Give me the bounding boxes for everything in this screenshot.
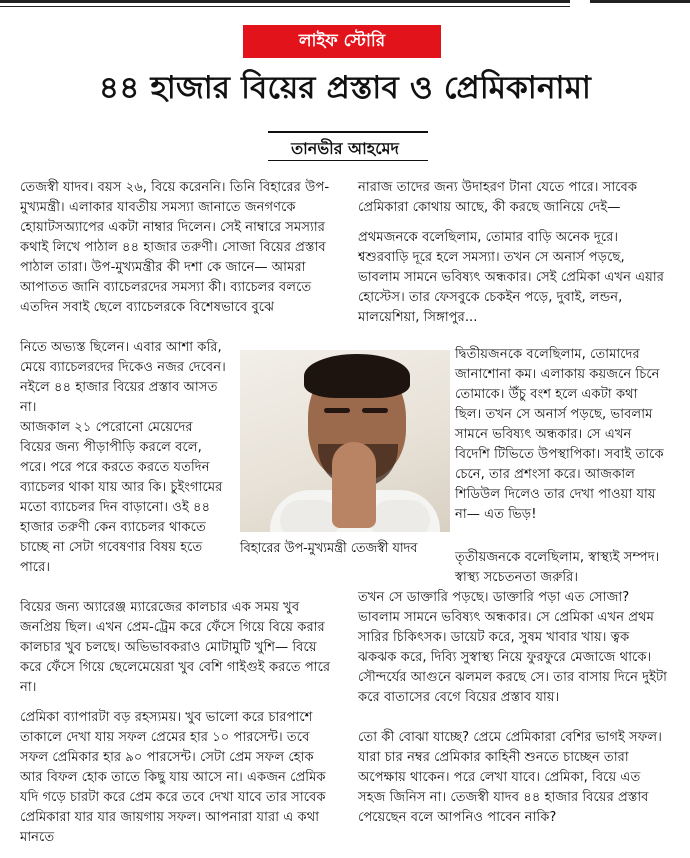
paragraph-third-start: তৃতীয়জনকে বলেছিলাম, স্বাস্থ্যই সম্পদ। স্বাস্থ্য সচেতনতা জরুরি।: [455, 550, 660, 585]
photo-arm-left: [280, 500, 340, 532]
photo-caption: বিহারের উপ-মুখ্যমন্ত্রী তেজস্বী যাদব: [240, 541, 418, 556]
portrait-photo: [240, 350, 450, 532]
left-column-bottom: [20, 598, 340, 858]
byline: তানভীর আহমেদ: [291, 139, 399, 158]
right-column-third: [358, 588, 670, 718]
photo-brow-right: [362, 408, 388, 413]
top-rule-right: [590, 0, 690, 3]
paragraph-examples: নারাজ তাদের জন্য উদাহরণ টানা যেতে পারে। সাবেক প্রেমিকারা কোথায় আছে, কী করছে জানিয়ে দেই—: [358, 180, 638, 215]
paragraph-intro-cont: নিতে অভ্যস্ত ছিলেন। এবার আশা করি, মেয়ে ব্যাচেলরদের দিকেও নজর দেবেন। নইলে ৪৪ হাজার বিয়ের প্রস্তাব আসত না।: [20, 340, 226, 415]
left-column-wrap: [20, 338, 230, 428]
paragraph-conclusion: তো কী বোঝা যাচ্ছে? প্রেমে প্রেমিকারা বেশির ভাগই সফল। যারা চার নম্বর প্রেমিকার কাহিনী শুনতে চাচ্ছেন তারা অপেক্ষায় থাকেন। পরে লেখা যাবে। প্রেমিকা, বিয়ে এত সহজ জিনিস না। তেজস্বী যাদব ৪৪ হাজার বিয়ের প্রস্তাব পেয়েছেন বলে আপনিও পাবেন নাকি?: [358, 730, 662, 825]
photo-hands: [332, 442, 376, 528]
paragraph-mystery: প্রেমিকা ব্যাপারটা বড় রহস্যময়। খুব ভালো করে চারপাশে তাকালে দেখা যায় সফল প্রেমের হার ১০ পারসেন্ট। তবে সফল প্রেমিকার হার ৯০ পারসেন্ট। সেটা প্রেম সফল হোক আর বিফল হোক তাতে কিছু যায় আসে না। একজন প্রেমিক যদি গড়ে চারটা করে প্রেম করে তবে দেখা যাবে তার সাবেক প্রেমিকারা যার যার জায়গায় সফল। আপনারা যারা এ কথা মানতে: [20, 710, 326, 845]
top-rule-thin: [0, 6, 570, 7]
paragraph-arranged-marriage: বিয়ের জন্য অ্যারেঞ্জ ম্যারেজের কালচার এক সময় খুব জনপ্রিয় ছিল। এখন প্রেম-ট্রেম করে ফেঁসে গিয়ে বিয়ে করার কালচার খুব চলছে। অভিভাবকরাও মোটামুটি খুশি— বিয়ে করে ফেঁসে গিয়ে ছেলেমেয়েরা খুব বেশি গাইগুই করতে পারে না।: [20, 600, 331, 695]
right-column-conclusion: [358, 728, 670, 838]
left-column-middle: [20, 418, 228, 588]
headline: ৪৪ হাজার বিয়ের প্রস্তাব ও প্রেমিকানামা: [98, 70, 592, 106]
paragraph-third: তখন সে ডাক্তারি পড়ছে। ডাক্তারি পড়া এত সোজা? ভাবলাম সামনে ভবিষ্যৎ অন্ধকার। সে প্রেমিকা এখন প্রথম সারির চিকিৎসক। ডায়েট করে, সুষম খাবার খায়। ত্বক ঝকঝক করে, দিব্যি সুস্বাস্থ্য নিয়ে ফুরফুরে মেজাজে থাকে। সৌন্দর্যের আগুনে ঝলমল করছে সে। তার বাসায় দিনে দুইটা করে বাতাসের বেগে বিয়ের প্রস্তাব যায়।: [358, 590, 667, 705]
section-label[interactable]: লাইফ স্টোরি: [243, 25, 441, 58]
byline-rule-bottom: [268, 160, 428, 161]
left-column-top: [20, 178, 332, 318]
right-column-top: [358, 178, 670, 338]
right-column-beside-photo: [455, 345, 667, 535]
photo-hair: [304, 354, 410, 398]
paragraph-intro: তেজস্বী যাদব। বয়স ২৬, বিয়ে করেননি। তিনি বিহারের উপ-মুখ্যমন্ত্রী। এলাকার যাবতীয় সমস্যা জানাতে জনগণকে হোয়াটসঅ্যাপের একটা নাম্বার দিলেন। সেই নাম্বারে সমস্যার কথাই লিখে পাঠাল ৪৪ হাজার তরুণী। সোজা বিয়ের প্রস্তাব পাঠাল তারা। উপ-মুখ্যমন্ত্রীর কী দশা কে জানে— আমরা আপাতত জানি ব্যাচেলরদের সমস্যা কী। ব্যাচেলর বলতে এতদিন সবাই ছেলে ব্যাচেলরকে বিশেষভাবে বুঝে: [20, 180, 330, 315]
right-column-third-start: [455, 548, 667, 588]
byline-rule-top: [268, 131, 428, 133]
photo-arm-right: [370, 500, 430, 532]
top-rule: [0, 0, 570, 3]
paragraph-second: দ্বিতীয়জনকে বলেছিলাম, তোমাদের জানাশোনা কম। এলাকায় কয়জনে চিনে তোমাকে। উঁচু বংশ হলে একটা কথা ছিল। তখন সে অনার্স পড়ছে, ভাবলাম সামনে ভবিষ্যৎ অন্ধকার। সে এখন বিদেশি টিভিতে উপস্থাপিকা। সবাই তাকে চেনে, তার প্রশংসা করে। আজকাল শিডিউল দিলেও তার দেখা পাওয়া যায় না— এত ভিড়!: [455, 347, 664, 522]
photo-brow-left: [324, 408, 350, 413]
paragraph-later: আজকাল ২১ পেরোনো মেয়েদের বিয়ের জন্য পীড়াপীড়ি করলে বলে, পরে। পরে পরে করতে করতে যতদিন ব্যাচেলর থাকা যায় আর কি। চুইংগামের মতো ব্যাচেলর দিন বাড়ানো। ওই ৪৪ হাজার তরুণী কেন ব্যাচেলর থাকতে চাচ্ছে না সেটা গবেষণার বিষয় হতে পারে।: [20, 420, 223, 575]
paragraph-first: প্রথমজনকে বলেছিলাম, তোমার বাড়ি অনেক দূরে। শ্বশুরবাড়ি দূরে হলে সমস্যা। তখন সে অনার্স পড়ছে, ভাবলাম সামনে ভবিষ্যৎ অন্ধকার। সেই প্রেমিকা এখন এয়ার হোস্টেস। তার ফেসবুকে চেকইন পড়ে, দুবাই, লন্ডন, মালয়েশিয়া, সিঙ্গাপুর...: [358, 230, 665, 325]
